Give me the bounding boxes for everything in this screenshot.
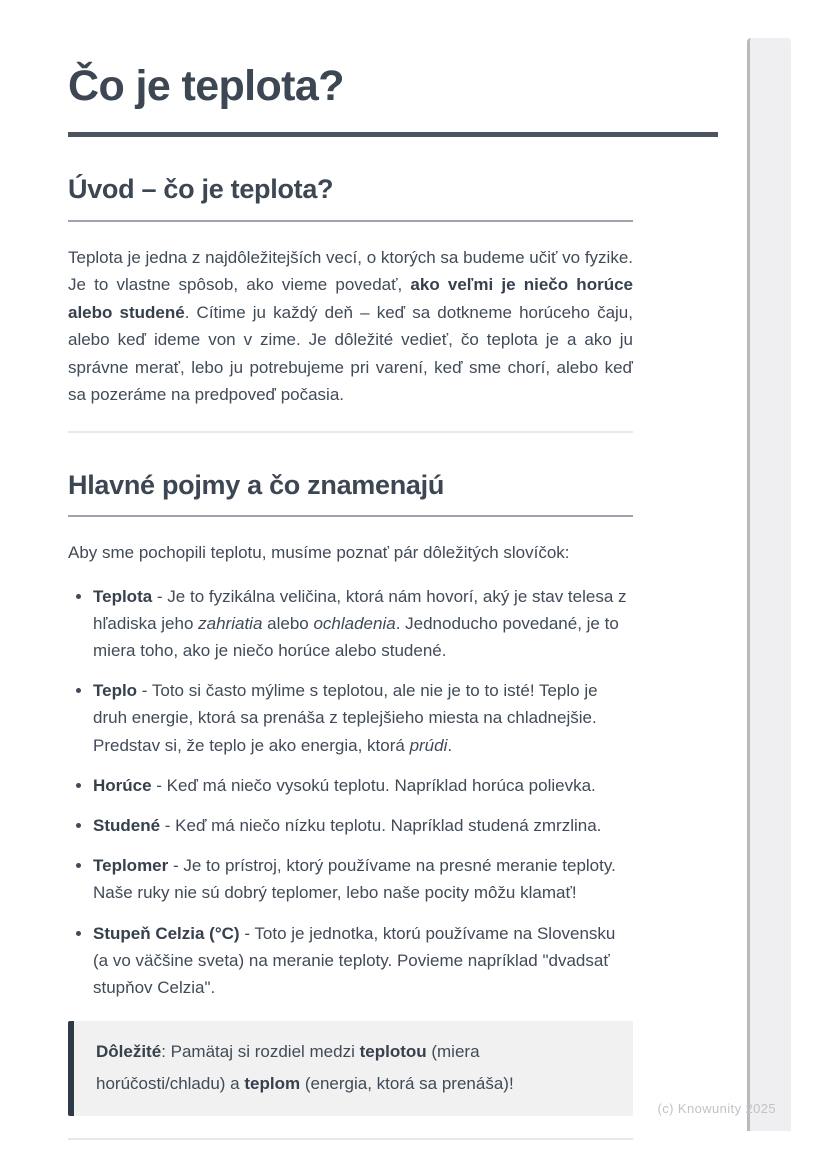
terms-lead-paragraph: Aby sme pochopili teplotu, musíme poznať pár dôležitých slovíčok: bbox=[68, 543, 570, 563]
list-item-studene: • Studené - Keď má niečo nízku teplotu. Napríklad studená zmrzlina. bbox=[93, 812, 633, 839]
footer-copyright: (c) Knowunity 2025 bbox=[657, 1101, 776, 1116]
important-callout: Dôležité: Pamätaj si rozdiel medzi teplotou (miera horúčosti/chladu) a teplom (energia, ktorá sa prenáša)! bbox=[68, 1021, 633, 1116]
intro-paragraph: Teplota je jedna z najdôležitejších vecí, o ktorých sa budeme učiť vo fyzike. Je to vlastne spôsob, ako vieme povedať, ako veľmi je niečo horúce alebo studené. Cítime ju každý deň – keď sa dotkneme horúceho čaju, alebo keď ideme von v zime. Je dôležité vedieť, čo teplota je a ako ju správne merať, lebo ju potrebujeme pri varení, keď sme chorí, alebo keď sa pozeráme na predpoveď počasia. bbox=[68, 247, 633, 405]
section-heading-terms: Hlavné pojmy a čo znamenajú bbox=[68, 469, 633, 517]
scrollbar-track[interactable] bbox=[747, 38, 791, 1131]
section-intro bbox=[68, 173, 633, 433]
list-item-stupen-celzia: • Stupeň Celzia (°C) - Toto je jednotka, ktorú používame na Slovensku (a vo väčšine sveta) na meranie teploty. Povieme napríklad "dvadsať stupňov Celzia". bbox=[93, 920, 633, 1002]
section-terms bbox=[68, 469, 633, 1140]
document-page bbox=[68, 0, 718, 1140]
section-heading-intro: Úvod – čo je teplota? bbox=[68, 173, 633, 221]
page-title: Čo je teplota? bbox=[68, 62, 718, 137]
bottom-divider bbox=[68, 1138, 633, 1140]
list-item-teplota: • Teplota - Je to fyzikálna veličina, ktorá nám hovorí, aký je stav telesa z hľadiska jeho zahriatia alebo ochladenia. Jednoducho povedané, je to miera toho, ako je niečo horúce alebo studené. bbox=[93, 583, 633, 665]
section-divider bbox=[68, 431, 633, 433]
list-item-teplomer: • Teplomer - Je to prístroj, ktorý používame na presné meranie teploty. Naše ruky nie sú dobrý teplomer, lebo naše pocity môžu klamať! bbox=[93, 852, 633, 906]
list-item-teplo: • Teplo - Toto si často mýlime s teplotou, ale nie je to to isté! Teplo je druh energie, ktorá sa prenáša z teplejšieho miesta na chladnejšie. Predstav si, že teplo je ako energia, ktorá prúdi. bbox=[93, 677, 633, 759]
terms-list bbox=[68, 583, 633, 1001]
list-item-horuce: • Horúce - Keď má niečo vysokú teplotu. Napríklad horúca polievka. bbox=[93, 772, 633, 799]
